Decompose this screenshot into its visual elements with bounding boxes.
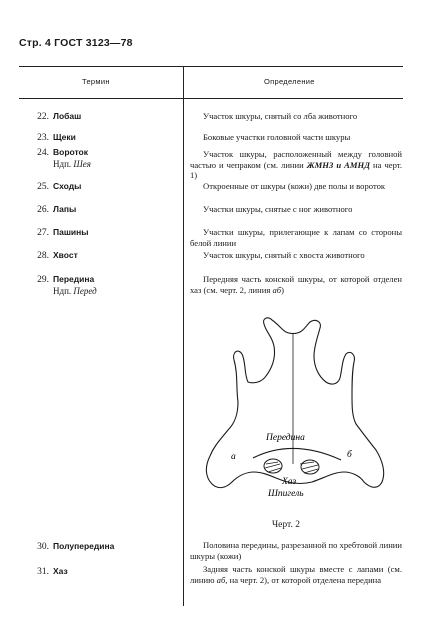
term-number: 22.	[37, 112, 49, 122]
term-name: Сходы	[53, 181, 82, 191]
figure-caption: Черт. 2	[272, 520, 300, 530]
term-nondesirable-synonym	[21, 286, 97, 297]
definition-text: Участок шкуры, расположенный между головной частью и чепраком (см. линии	[190, 149, 402, 170]
term-number: 31.	[37, 567, 49, 577]
line-reference: аб	[272, 284, 282, 295]
column-header-terms: Термин	[82, 77, 110, 86]
term-name: Пашины	[53, 227, 89, 237]
table-top-rule	[19, 66, 403, 67]
ndp-term: Перед	[73, 286, 97, 296]
figure-label-shpigel: Шпигель	[268, 489, 304, 499]
term-definition: Откроенные от шкуры (кожи) две полы и вороток	[203, 181, 386, 191]
term-name: Хаз	[53, 566, 68, 576]
term-definition	[190, 149, 402, 181]
table-row	[21, 132, 76, 144]
definition-text: Передняя часть конской шкуры, от которой отделен хаз (см. черт. 2, линия	[190, 274, 402, 295]
definition-text: на черт. 1)	[190, 159, 403, 181]
table-row	[21, 204, 76, 216]
term-name: Лобаш	[53, 111, 82, 121]
term-definition	[190, 274, 402, 295]
term-name: Вороток	[53, 147, 89, 157]
term-number: 27.	[37, 228, 49, 238]
term-name: Передина	[53, 274, 95, 284]
figure-label-b: б	[347, 450, 352, 460]
term-number: 25.	[37, 182, 49, 192]
definition-text: , на черт. 2), от которой отделена передина	[225, 574, 382, 585]
definition-text: )	[281, 284, 284, 295]
table-row	[21, 147, 91, 170]
table-row	[21, 181, 81, 193]
term-definition: Участки шкуры, прилегающие к лапам со стороны белой линии	[190, 227, 402, 248]
figure-label-peredina: Передина	[266, 433, 305, 443]
header-bottom-rule	[19, 98, 403, 99]
term-definition: Участки шкуры, снятые с ног животного	[203, 204, 353, 214]
term-definition	[190, 564, 402, 585]
term-number: 29.	[37, 275, 49, 285]
ndp-prefix: Ндп.	[53, 286, 72, 296]
table-row	[21, 227, 89, 239]
term-number: 26.	[37, 205, 49, 215]
ndp-prefix: Ндп.	[53, 159, 72, 169]
table-row	[21, 566, 68, 578]
term-number: 30.	[37, 542, 49, 552]
figure-label-khaz: Хаз	[282, 477, 297, 487]
term-number: 23.	[37, 133, 49, 143]
figure-label-a: а	[231, 452, 236, 462]
term-definition: Участок шкуры, снятый со лба животного	[203, 111, 358, 121]
horse-hide-figure	[192, 312, 398, 517]
term-name: Лапы	[53, 204, 77, 214]
term-nondesirable-synonym	[21, 159, 91, 170]
term-name: Хвост	[53, 250, 78, 260]
term-definition: Боковые участки головной части шкуры	[203, 132, 351, 142]
table-row	[21, 250, 78, 262]
definition-text: Задняя часть конской шкуры вместе с лапами (см. линию	[190, 564, 402, 585]
hide-outline	[206, 318, 383, 488]
table-row	[21, 111, 81, 123]
term-definition: Половина передины, разрезанной по хребтовой линии шкуры (кожи)	[190, 540, 402, 561]
line-reference: аб	[216, 574, 226, 585]
term-name: Щеки	[53, 132, 76, 142]
term-definition: Участок шкуры, снятый с хвоста животного	[203, 250, 365, 260]
table-row	[21, 274, 97, 297]
term-number: 24.	[37, 148, 49, 158]
column-divider	[183, 66, 184, 606]
table-row	[21, 541, 114, 553]
page-header: Стр. 4 ГОСТ 3123—78	[19, 37, 133, 49]
term-number: 28.	[37, 251, 49, 261]
column-header-definition: Определение	[264, 77, 315, 86]
term-name: Полупередина	[53, 541, 115, 551]
line-reference: ЖМНЗ и АМНД	[306, 159, 371, 170]
ndp-term: Шея	[73, 159, 91, 169]
